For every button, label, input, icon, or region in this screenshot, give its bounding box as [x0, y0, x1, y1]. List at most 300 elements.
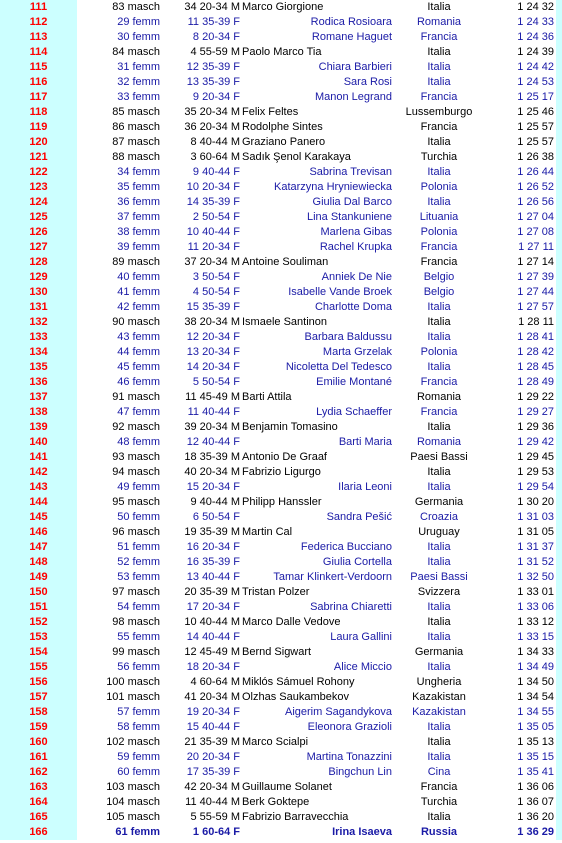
time-cell: 1 33 06: [517, 601, 554, 613]
time-cell: 1 25 57: [517, 136, 554, 148]
table-row: [0, 750, 562, 765]
category-rank-cell: 12 40-44 F: [186, 436, 240, 448]
bib-gender-cell: 90 masch: [112, 316, 160, 328]
table-row: [0, 300, 562, 315]
athlete-name-cell: Laura Gallini: [330, 631, 392, 643]
nation-cell: Italia: [427, 316, 451, 328]
table-row: [0, 465, 562, 480]
nation-cell: Romania: [416, 16, 462, 28]
nation-cell: Polonia: [420, 346, 458, 358]
bib-gender-cell: 98 masch: [112, 616, 160, 628]
table-row: [0, 345, 562, 360]
nation-cell: Italia: [427, 751, 451, 763]
bib-gender-cell: 91 masch: [112, 391, 160, 403]
nation-cell: Francia: [420, 781, 458, 793]
bib-gender-cell: 34 femm: [117, 166, 160, 178]
category-rank-cell: 13 40-44 F: [186, 571, 240, 583]
nation-cell: Francia: [420, 376, 458, 388]
bib-gender-cell: 39 femm: [117, 241, 160, 253]
time-cell: 1 28 41: [517, 331, 554, 343]
row-edge-strip: [556, 690, 562, 705]
bib-gender-cell: 38 femm: [117, 226, 160, 238]
row-edge-strip: [556, 375, 562, 390]
position-cell: 130: [0, 285, 77, 300]
nation-cell: Italia: [427, 541, 451, 553]
nation-cell: Belgio: [423, 286, 455, 298]
athlete-name-cell: Marlena Gibas: [320, 226, 392, 238]
table-row: [0, 270, 562, 285]
bib-gender-cell: 88 masch: [112, 151, 160, 163]
nation-cell: Turchia: [420, 151, 458, 163]
athlete-name-cell: Philipp Hanssler: [242, 496, 322, 508]
athlete-name-cell: Isabelle Vande Broek: [288, 286, 392, 298]
athlete-name-cell: Emilie Montané: [316, 376, 392, 388]
bib-gender-cell: 103 masch: [106, 781, 160, 793]
athlete-name-cell: Bingchun Lin: [328, 766, 392, 778]
table-row: [0, 825, 562, 840]
category-rank-cell: 15 20-34 F: [186, 481, 240, 493]
table-row: [0, 60, 562, 75]
athlete-name-cell: Sara Rosi: [343, 76, 392, 88]
nation-cell: Lussemburgo: [405, 106, 473, 118]
row-edge-strip: [556, 225, 562, 240]
athlete-name-cell: Marco Giorgione: [242, 1, 324, 13]
athlete-name-cell: Katarzyna Hryniewiecka: [274, 181, 392, 193]
bib-gender-cell: 99 masch: [112, 646, 160, 658]
nation-cell: Francia: [420, 256, 458, 268]
athlete-name-cell: Sandra Pešić: [326, 511, 392, 523]
position-cell: 115: [0, 60, 77, 75]
position-cell: 141: [0, 450, 77, 465]
athlete-name-cell: Manon Legrand: [314, 91, 392, 103]
bib-gender-cell: 29 femm: [117, 16, 160, 28]
time-cell: 1 32 50: [517, 571, 554, 583]
category-rank-cell: 14 20-34 F: [186, 361, 240, 373]
nation-cell: Italia: [427, 661, 451, 673]
category-rank-cell: 20 35-39 M: [184, 586, 240, 598]
time-cell: 1 28 42: [517, 346, 554, 358]
time-cell: 1 24 32: [517, 1, 554, 13]
position-cell: 159: [0, 720, 77, 735]
category-rank-cell: 10 40-44 M: [184, 616, 240, 628]
nation-cell: Italia: [427, 721, 451, 733]
category-rank-cell: 10 40-44 F: [186, 226, 240, 238]
nation-cell: Italia: [427, 361, 451, 373]
athlete-name-cell: Sabrina Trevisan: [309, 166, 392, 178]
athlete-name-cell: Fabrizio Barravecchia: [242, 811, 349, 823]
time-cell: 1 27 11: [518, 241, 554, 253]
nation-cell: Italia: [427, 466, 451, 478]
athlete-name-cell: Felix Feltes: [242, 106, 299, 118]
position-cell: 121: [0, 150, 77, 165]
row-edge-strip: [556, 255, 562, 270]
nation-cell: Francia: [420, 91, 458, 103]
row-edge-strip: [556, 15, 562, 30]
athlete-name-cell: Eleonora Grazioli: [307, 721, 392, 733]
bib-gender-cell: 43 femm: [117, 331, 160, 343]
athlete-name-cell: Berk Goktepe: [242, 796, 310, 808]
table-row: [0, 15, 562, 30]
time-cell: 1 34 49: [517, 661, 554, 673]
position-cell: 161: [0, 750, 77, 765]
row-edge-strip: [556, 165, 562, 180]
row-edge-strip: [556, 585, 562, 600]
time-cell: 1 26 56: [517, 196, 554, 208]
row-edge-strip: [556, 705, 562, 720]
nation-cell: Russia: [420, 826, 458, 838]
time-cell: 1 36 29: [517, 826, 554, 838]
category-rank-cell: 12 20-34 F: [186, 331, 240, 343]
athlete-name-cell: Irina Isaeva: [332, 826, 392, 838]
position-cell: 150: [0, 585, 77, 600]
category-rank-cell: 9 40-44 M: [190, 496, 240, 508]
table-row: [0, 30, 562, 45]
table-row: [0, 540, 562, 555]
position-cell: 153: [0, 630, 77, 645]
athlete-name-cell: Bernd Sigwart: [242, 646, 312, 658]
position-cell: 155: [0, 660, 77, 675]
nation-cell: Italia: [427, 166, 451, 178]
table-row: [0, 735, 562, 750]
position-cell: 135: [0, 360, 77, 375]
category-rank-cell: 12 35-39 F: [186, 61, 240, 73]
position-cell: 160: [0, 735, 77, 750]
category-rank-cell: 14 35-39 F: [186, 196, 240, 208]
row-edge-strip: [556, 0, 562, 15]
athlete-name-cell: Miklós Sámuel Rohony: [242, 676, 355, 688]
athlete-name-cell: Sadık Şenol Karakaya: [242, 151, 351, 163]
table-row: [0, 795, 562, 810]
time-cell: 1 29 53: [517, 466, 554, 478]
table-row: [0, 570, 562, 585]
time-cell: 1 33 15: [517, 631, 554, 643]
row-edge-strip: [556, 480, 562, 495]
table-row: [0, 0, 562, 15]
position-cell: 151: [0, 600, 77, 615]
bib-gender-cell: 56 femm: [117, 661, 160, 673]
time-cell: 1 36 07: [517, 796, 554, 808]
table-row: [0, 480, 562, 495]
position-cell: 114: [0, 45, 77, 60]
category-rank-cell: 17 35-39 F: [186, 766, 240, 778]
time-cell: 1 36 20: [517, 811, 554, 823]
bib-gender-cell: 61 femm: [115, 826, 160, 838]
time-cell: 1 27 14: [517, 256, 554, 268]
position-cell: 138: [0, 405, 77, 420]
athlete-name-cell: Rodica Rosioara: [310, 16, 392, 28]
row-edge-strip: [556, 795, 562, 810]
athlete-name-cell: Antonio De Graaf: [242, 451, 327, 463]
time-cell: 1 29 54: [517, 481, 554, 493]
table-row: [0, 510, 562, 525]
bib-gender-cell: 100 masch: [106, 676, 160, 688]
bib-gender-cell: 35 femm: [117, 181, 160, 193]
bib-gender-cell: 46 femm: [117, 376, 160, 388]
time-cell: 1 34 50: [517, 676, 554, 688]
category-rank-cell: 3 50-54 F: [192, 271, 240, 283]
row-edge-strip: [556, 660, 562, 675]
position-cell: 129: [0, 270, 77, 285]
row-edge-strip: [556, 780, 562, 795]
table-row: [0, 75, 562, 90]
bib-gender-cell: 101 masch: [106, 691, 160, 703]
nation-cell: Paesi Bassi: [410, 451, 468, 463]
table-row: [0, 615, 562, 630]
athlete-name-cell: Giulia Cortella: [322, 556, 392, 568]
category-rank-cell: 18 35-39 M: [184, 451, 240, 463]
table-row: [0, 195, 562, 210]
nation-cell: Polonia: [420, 226, 458, 238]
position-cell: 123: [0, 180, 77, 195]
nation-cell: Italia: [427, 631, 451, 643]
position-cell: 137: [0, 390, 77, 405]
athlete-name-cell: Rodolphe Sintes: [242, 121, 323, 133]
position-cell: 149: [0, 570, 77, 585]
table-row: [0, 165, 562, 180]
position-cell: 144: [0, 495, 77, 510]
row-edge-strip: [556, 420, 562, 435]
row-edge-strip: [556, 615, 562, 630]
category-rank-cell: 8 40-44 M: [190, 136, 240, 148]
nation-cell: Paesi Bassi: [410, 571, 468, 583]
athlete-name-cell: Ismaele Santinon: [242, 316, 327, 328]
table-row: [0, 360, 562, 375]
table-row: [0, 765, 562, 780]
nation-cell: Romania: [416, 391, 462, 403]
table-row: [0, 780, 562, 795]
bib-gender-cell: 95 masch: [112, 496, 160, 508]
nation-cell: Svizzera: [417, 586, 461, 598]
bib-gender-cell: 60 femm: [117, 766, 160, 778]
time-cell: 1 29 27: [517, 406, 554, 418]
athlete-name-cell: Martina Tonazzini: [306, 751, 392, 763]
table-row: [0, 210, 562, 225]
table-row: [0, 420, 562, 435]
category-rank-cell: 35 20-34 M: [184, 106, 240, 118]
table-row: [0, 435, 562, 450]
bib-gender-cell: 45 femm: [117, 361, 160, 373]
table-row: [0, 405, 562, 420]
nation-cell: Kazakistan: [412, 691, 466, 703]
athlete-name-cell: Guillaume Solanet: [242, 781, 332, 793]
bib-gender-cell: 50 femm: [117, 511, 160, 523]
bib-gender-cell: 52 femm: [117, 556, 160, 568]
row-edge-strip: [556, 825, 562, 840]
time-cell: 1 27 57: [517, 301, 554, 313]
nation-cell: Italia: [427, 556, 451, 568]
time-cell: 1 31 03: [517, 511, 554, 523]
row-edge-strip: [556, 390, 562, 405]
time-cell: 1 24 42: [517, 61, 554, 73]
row-edge-strip: [556, 105, 562, 120]
category-rank-cell: 14 40-44 F: [186, 631, 240, 643]
row-edge-strip: [556, 90, 562, 105]
category-rank-cell: 38 20-34 M: [184, 316, 240, 328]
bib-gender-cell: 41 femm: [117, 286, 160, 298]
bib-gender-cell: 40 femm: [117, 271, 160, 283]
position-cell: 166: [0, 825, 77, 840]
table-row: [0, 225, 562, 240]
position-cell: 162: [0, 765, 77, 780]
table-row: [0, 90, 562, 105]
athlete-name-cell: Barti Maria: [338, 436, 392, 448]
table-row: [0, 690, 562, 705]
category-rank-cell: 15 35-39 F: [186, 301, 240, 313]
athlete-name-cell: Marco Scialpi: [242, 736, 309, 748]
position-cell: 124: [0, 195, 77, 210]
time-cell: 1 24 53: [517, 76, 554, 88]
category-rank-cell: 36 20-34 M: [184, 121, 240, 133]
row-edge-strip: [556, 810, 562, 825]
bib-gender-cell: 97 masch: [112, 586, 160, 598]
athlete-name-cell: Barbara Baldussu: [304, 331, 392, 343]
table-row: [0, 450, 562, 465]
nation-cell: Ungheria: [416, 676, 462, 688]
bib-gender-cell: 53 femm: [117, 571, 160, 583]
athlete-name-cell: Martin Cal: [242, 526, 293, 538]
row-edge-strip: [556, 540, 562, 555]
table-row: [0, 390, 562, 405]
time-cell: 1 24 33: [517, 16, 554, 28]
time-cell: 1 34 54: [517, 691, 554, 703]
position-cell: 142: [0, 465, 77, 480]
row-edge-strip: [556, 645, 562, 660]
time-cell: 1 26 38: [517, 151, 554, 163]
athlete-name-cell: Tristan Polzer: [242, 586, 310, 598]
time-cell: 1 24 39: [517, 46, 554, 58]
table-row: [0, 555, 562, 570]
position-cell: 128: [0, 255, 77, 270]
time-cell: 1 35 13: [517, 736, 554, 748]
position-cell: 156: [0, 675, 77, 690]
table-row: [0, 285, 562, 300]
category-rank-cell: 21 35-39 M: [184, 736, 240, 748]
category-rank-cell: 16 20-34 F: [186, 541, 240, 553]
position-cell: 148: [0, 555, 77, 570]
bib-gender-cell: 47 femm: [117, 406, 160, 418]
row-edge-strip: [556, 525, 562, 540]
position-cell: 157: [0, 690, 77, 705]
position-cell: 122: [0, 165, 77, 180]
category-rank-cell: 18 20-34 F: [186, 661, 240, 673]
row-edge-strip: [556, 720, 562, 735]
table-row: [0, 810, 562, 825]
bib-gender-cell: 87 masch: [112, 136, 160, 148]
table-row: [0, 180, 562, 195]
athlete-name-cell: Charlotte Doma: [314, 301, 392, 313]
nation-cell: Italia: [427, 301, 451, 313]
time-cell: 1 31 05: [517, 526, 554, 538]
row-edge-strip: [556, 180, 562, 195]
nation-cell: Italia: [427, 1, 451, 13]
nation-cell: Italia: [427, 421, 451, 433]
position-cell: 140: [0, 435, 77, 450]
table-row: [0, 150, 562, 165]
table-row: [0, 720, 562, 735]
time-cell: 1 29 45: [517, 451, 554, 463]
nation-cell: Italia: [427, 331, 451, 343]
table-row: [0, 645, 562, 660]
time-cell: 1 27 04: [517, 211, 554, 223]
row-edge-strip: [556, 135, 562, 150]
nation-cell: Romania: [416, 436, 462, 448]
time-cell: 1 27 44: [517, 286, 554, 298]
bib-gender-cell: 31 femm: [117, 61, 160, 73]
bib-gender-cell: 104 masch: [106, 796, 160, 808]
athlete-name-cell: Giulia Dal Barco: [312, 196, 392, 208]
row-edge-strip: [556, 510, 562, 525]
row-edge-strip: [556, 60, 562, 75]
row-edge-strip: [556, 120, 562, 135]
row-edge-strip: [556, 150, 562, 165]
time-cell: 1 35 15: [517, 751, 554, 763]
athlete-name-cell: Alice Miccio: [333, 661, 392, 673]
position-cell: 165: [0, 810, 77, 825]
time-cell: 1 26 44: [517, 166, 554, 178]
position-cell: 117: [0, 90, 77, 105]
time-cell: 1 31 37: [517, 541, 554, 553]
time-cell: 1 26 52: [517, 181, 554, 193]
row-edge-strip: [556, 555, 562, 570]
category-rank-cell: 16 35-39 F: [186, 556, 240, 568]
category-rank-cell: 19 20-34 F: [186, 706, 240, 718]
bib-gender-cell: 33 femm: [117, 91, 160, 103]
athlete-name-cell: Lina Stankuniene: [306, 211, 392, 223]
nation-cell: Germania: [414, 646, 464, 658]
nation-cell: Belgio: [423, 271, 455, 283]
category-rank-cell: 41 20-34 M: [184, 691, 240, 703]
row-edge-strip: [556, 600, 562, 615]
row-edge-strip: [556, 435, 562, 450]
nation-cell: Francia: [420, 241, 458, 253]
time-cell: 1 27 08: [517, 226, 554, 238]
nation-cell: Uruguay: [418, 526, 460, 538]
athlete-name-cell: Graziano Panero: [242, 136, 326, 148]
category-rank-cell: 12 45-49 M: [184, 646, 240, 658]
category-rank-cell: 15 40-44 F: [186, 721, 240, 733]
time-cell: 1 30 20: [517, 496, 554, 508]
position-cell: 145: [0, 510, 77, 525]
nation-cell: Polonia: [420, 181, 458, 193]
time-cell: 1 25 46: [517, 106, 554, 118]
bib-gender-cell: 92 masch: [112, 421, 160, 433]
row-edge-strip: [556, 30, 562, 45]
table-row: [0, 675, 562, 690]
category-rank-cell: 17 20-34 F: [186, 601, 240, 613]
table-row: [0, 330, 562, 345]
position-cell: 118: [0, 105, 77, 120]
row-edge-strip: [556, 45, 562, 60]
position-cell: 120: [0, 135, 77, 150]
table-row: [0, 705, 562, 720]
table-row: [0, 600, 562, 615]
row-edge-strip: [556, 465, 562, 480]
category-rank-cell: 13 35-39 F: [186, 76, 240, 88]
position-cell: 131: [0, 300, 77, 315]
position-cell: 147: [0, 540, 77, 555]
athlete-name-cell: Benjamin Tomasino: [242, 421, 338, 433]
row-edge-strip: [556, 285, 562, 300]
position-cell: 127: [0, 240, 77, 255]
table-row: [0, 375, 562, 390]
bib-gender-cell: 42 femm: [117, 301, 160, 313]
bib-gender-cell: 36 femm: [117, 196, 160, 208]
time-cell: 1 29 36: [517, 421, 554, 433]
time-cell: 1 35 05: [517, 721, 554, 733]
table-row: [0, 240, 562, 255]
time-cell: 1 36 06: [517, 781, 554, 793]
time-cell: 1 34 55: [517, 706, 554, 718]
